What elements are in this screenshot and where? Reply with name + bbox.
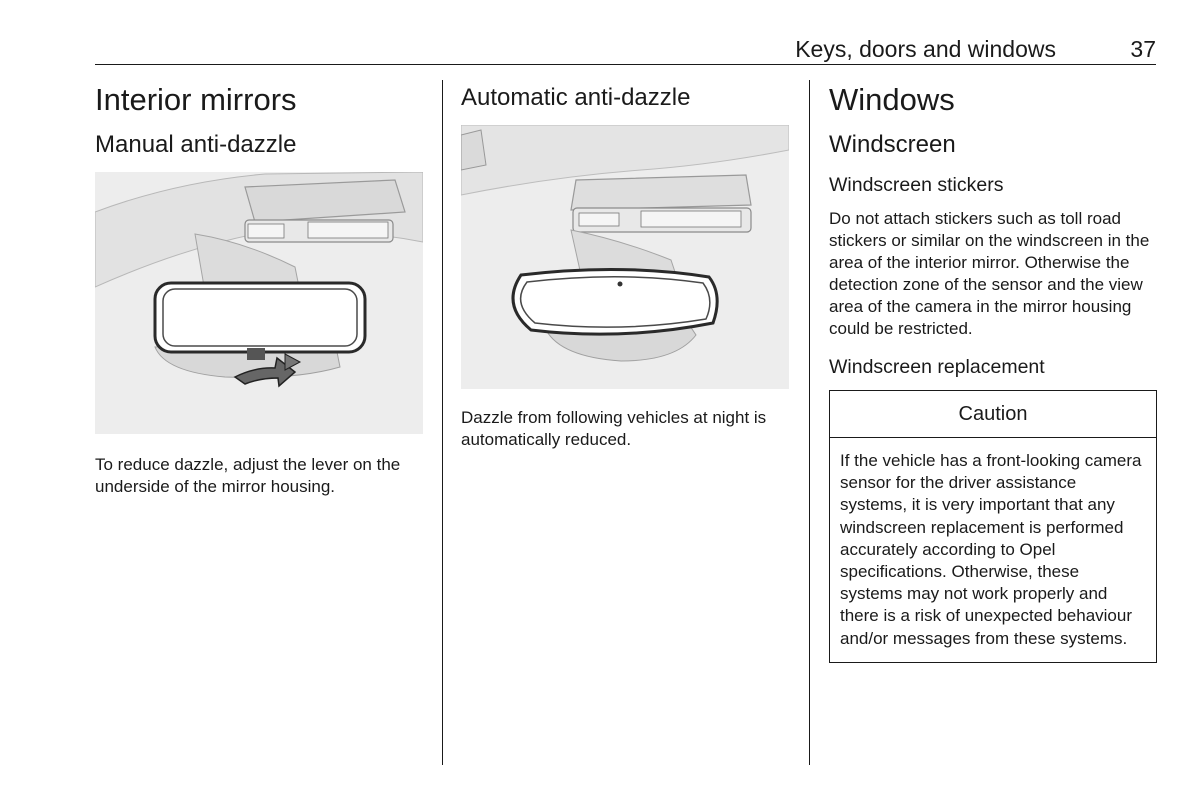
caution-box (829, 390, 1157, 663)
heading-interior-mirrors: Interior mirrors (95, 82, 297, 117)
page-number: 37 (1130, 36, 1156, 62)
manual-anti-dazzle-text: To reduce dazzle, adjust the lever on the underside of the mirror housing. (95, 455, 401, 496)
heading-windscreen-stickers: Windscreen stickers (829, 174, 1004, 196)
column-interior-mirrors (95, 80, 425, 498)
automatic-anti-dazzle-text: Dazzle from following vehicles at night is automatically reduced. (461, 408, 767, 449)
manual-mirror-illustration-icon (95, 172, 423, 434)
page-header (95, 34, 1156, 65)
auto-dimming-mirror-illustration-icon (461, 125, 789, 389)
heading-automatic-anti-dazzle: Automatic anti-dazzle (461, 84, 691, 111)
heading-windscreen-replacement: Windscreen replacement (829, 356, 1045, 378)
column-divider-right (809, 80, 810, 765)
windscreen-stickers-text: Do not attach stickers such as toll road stickers or similar on the windscreen in the area of the interior mirror. Otherwise the detection zone of the sensor and the view area of the camera in the mirror housing could be restricted. (829, 209, 1150, 338)
column-automatic-anti-dazzle (461, 80, 791, 451)
caution-text: If the vehicle has a front-looking camera sensor for the driver assistance systems, it is very important that any windscreen replacement is performed accurately according to Opel specifications. Otherwise, these systems may not work properly and there is a risk of unexpected behaviour and/or messages from these systems. (840, 451, 1142, 648)
heading-windows: Windows (829, 82, 955, 117)
section-title: Keys, doors and windows (795, 36, 1056, 62)
heading-manual-anti-dazzle: Manual anti-dazzle (95, 131, 297, 158)
column-divider-left (442, 80, 443, 765)
heading-windscreen: Windscreen (829, 131, 956, 158)
caution-title: Caution (830, 391, 1156, 438)
column-windows (829, 80, 1159, 663)
